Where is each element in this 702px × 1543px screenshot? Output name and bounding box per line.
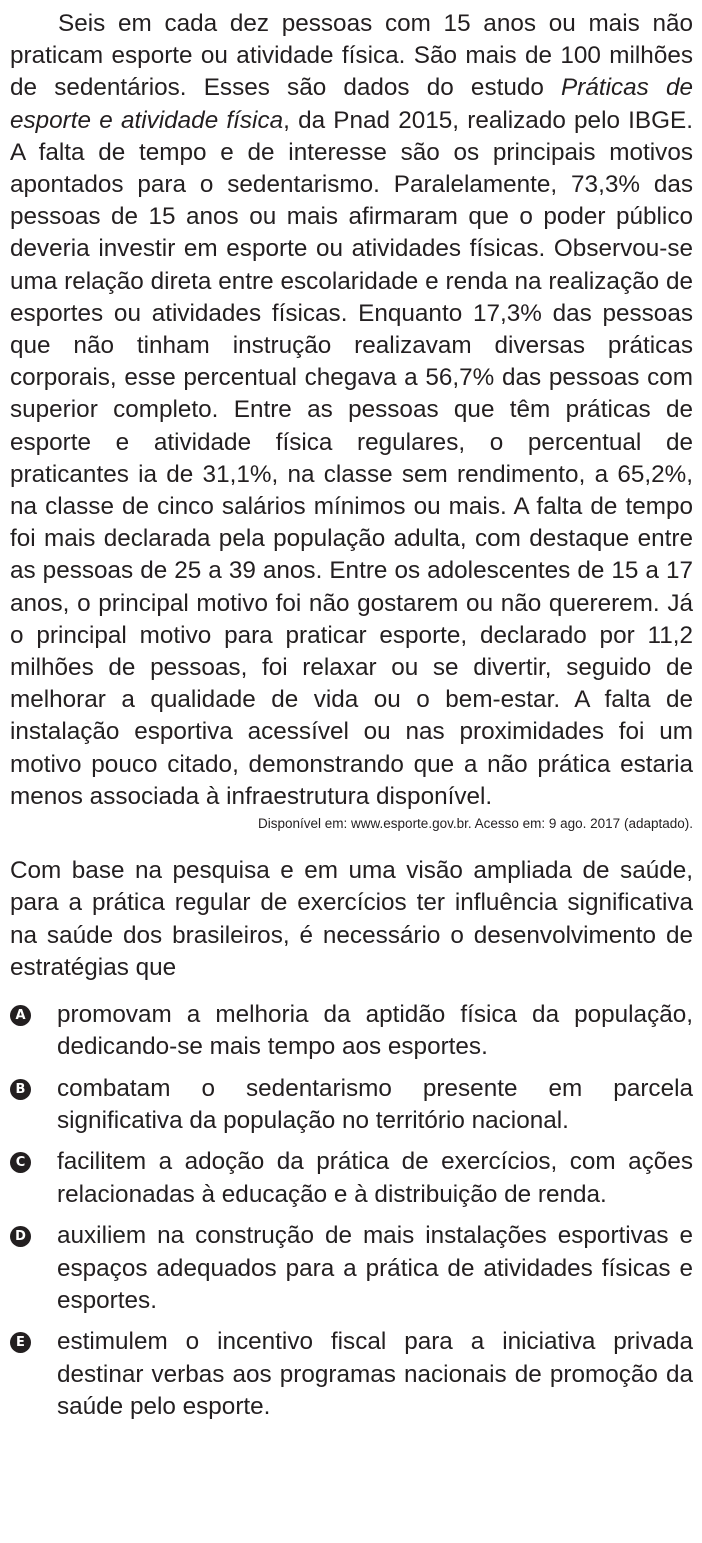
option-b-letter-icon: B (10, 1079, 31, 1100)
reading-passage (10, 8, 693, 813)
option-d-letter-icon: D (10, 1226, 31, 1247)
option-c-letter-icon: C (10, 1152, 31, 1173)
question-stem: Com base na pesquisa e em uma visão ampliada de saúde, para a prática regular de exercícios ter influência significativa na saúde dos brasileiros, é necessário o desenvolvimento de estratégias que (10, 857, 693, 982)
option-e-letter-icon: E (10, 1332, 31, 1353)
option-e-text: estimulem o incentivo fiscal para a iniciativa privada destinar verbas aos programas nacionais de promoção da saúde pelo esporte. (57, 1328, 693, 1421)
study-title: Práticas de esporte e atividade física (10, 74, 694, 134)
option-d[interactable] (10, 1220, 693, 1317)
option-e[interactable] (10, 1326, 693, 1423)
option-c-text: facilitem a adoção da prática de exercícios, com ações relacionadas à educação e à distribuição de renda. (57, 1148, 693, 1208)
source-citation: Disponível em: www.esporte.gov.br. Acesso em: 9 ago. 2017 (adaptado). (258, 816, 693, 832)
option-b[interactable] (10, 1073, 693, 1138)
option-c[interactable] (10, 1146, 693, 1211)
passage-text-part1: Seis em cada dez pessoas com 15 anos ou mais não praticam esporte ou atividade física. São mais de 100 milhões de sedentários. Esses são dados do estudo (10, 10, 693, 102)
option-b-text: combatam o sedentarismo presente em parcela significativa da população no território nacional. (57, 1074, 693, 1134)
option-a-text: promovam a melhoria da aptidão física da população, dedicando-se mais tempo aos esportes. (57, 1000, 693, 1061)
option-d-text: auxiliem na construção de mais instalações esportivas e espaços adequados para a prática de atividades físicas e esportes. (57, 1222, 693, 1314)
answer-options (10, 999, 693, 1424)
option-a-letter-icon: A (10, 1005, 31, 1026)
option-a[interactable] (10, 999, 693, 1064)
passage-text-part2: , da Pnad 2015, realizado pelo IBGE. A falta de tempo e de interesse são os principais motivos apontados para o sedentarismo. Paralelamente, 73,3% das pessoas de 15 anos ou mais afirmaram que o poder público deveria investir em esporte ou atividades físicas. Observou-se uma relação direta entre escolaridade e renda na realização de esportes ou atividades físicas. Enquanto 17,3% das pessoas que não tinham instrução realizavam diversas práticas corporais, esse percentual chegava a 56,7% das pessoas com superior completo. Entre as pessoas que têm práticas de esporte e atividade física regulares, o percentual de praticantes ia de 31,1%, na classe sem rendimento, a 65,2%, na classe de cinco salários mínimos ou mais. A falta de tempo foi mais declarada pela população adulta, com destaque entre as pessoas de 25 a 39 anos. Entre os adolescentes de 15 a 17 anos, o principal motivo foi não gostarem ou não quererem. Já o principal motivo para praticar esporte, declarado por 11,2 milhões de pessoas, foi relaxar ou se divertir, seguido de melhorar a qualidade de vida ou o bem-estar. A falta de instalação esportiva acessível ou nas proximidades foi um motivo pouco citado, demonstrando que a não prática estaria menos associada à infraestrutura disponível. (10, 106, 693, 810)
